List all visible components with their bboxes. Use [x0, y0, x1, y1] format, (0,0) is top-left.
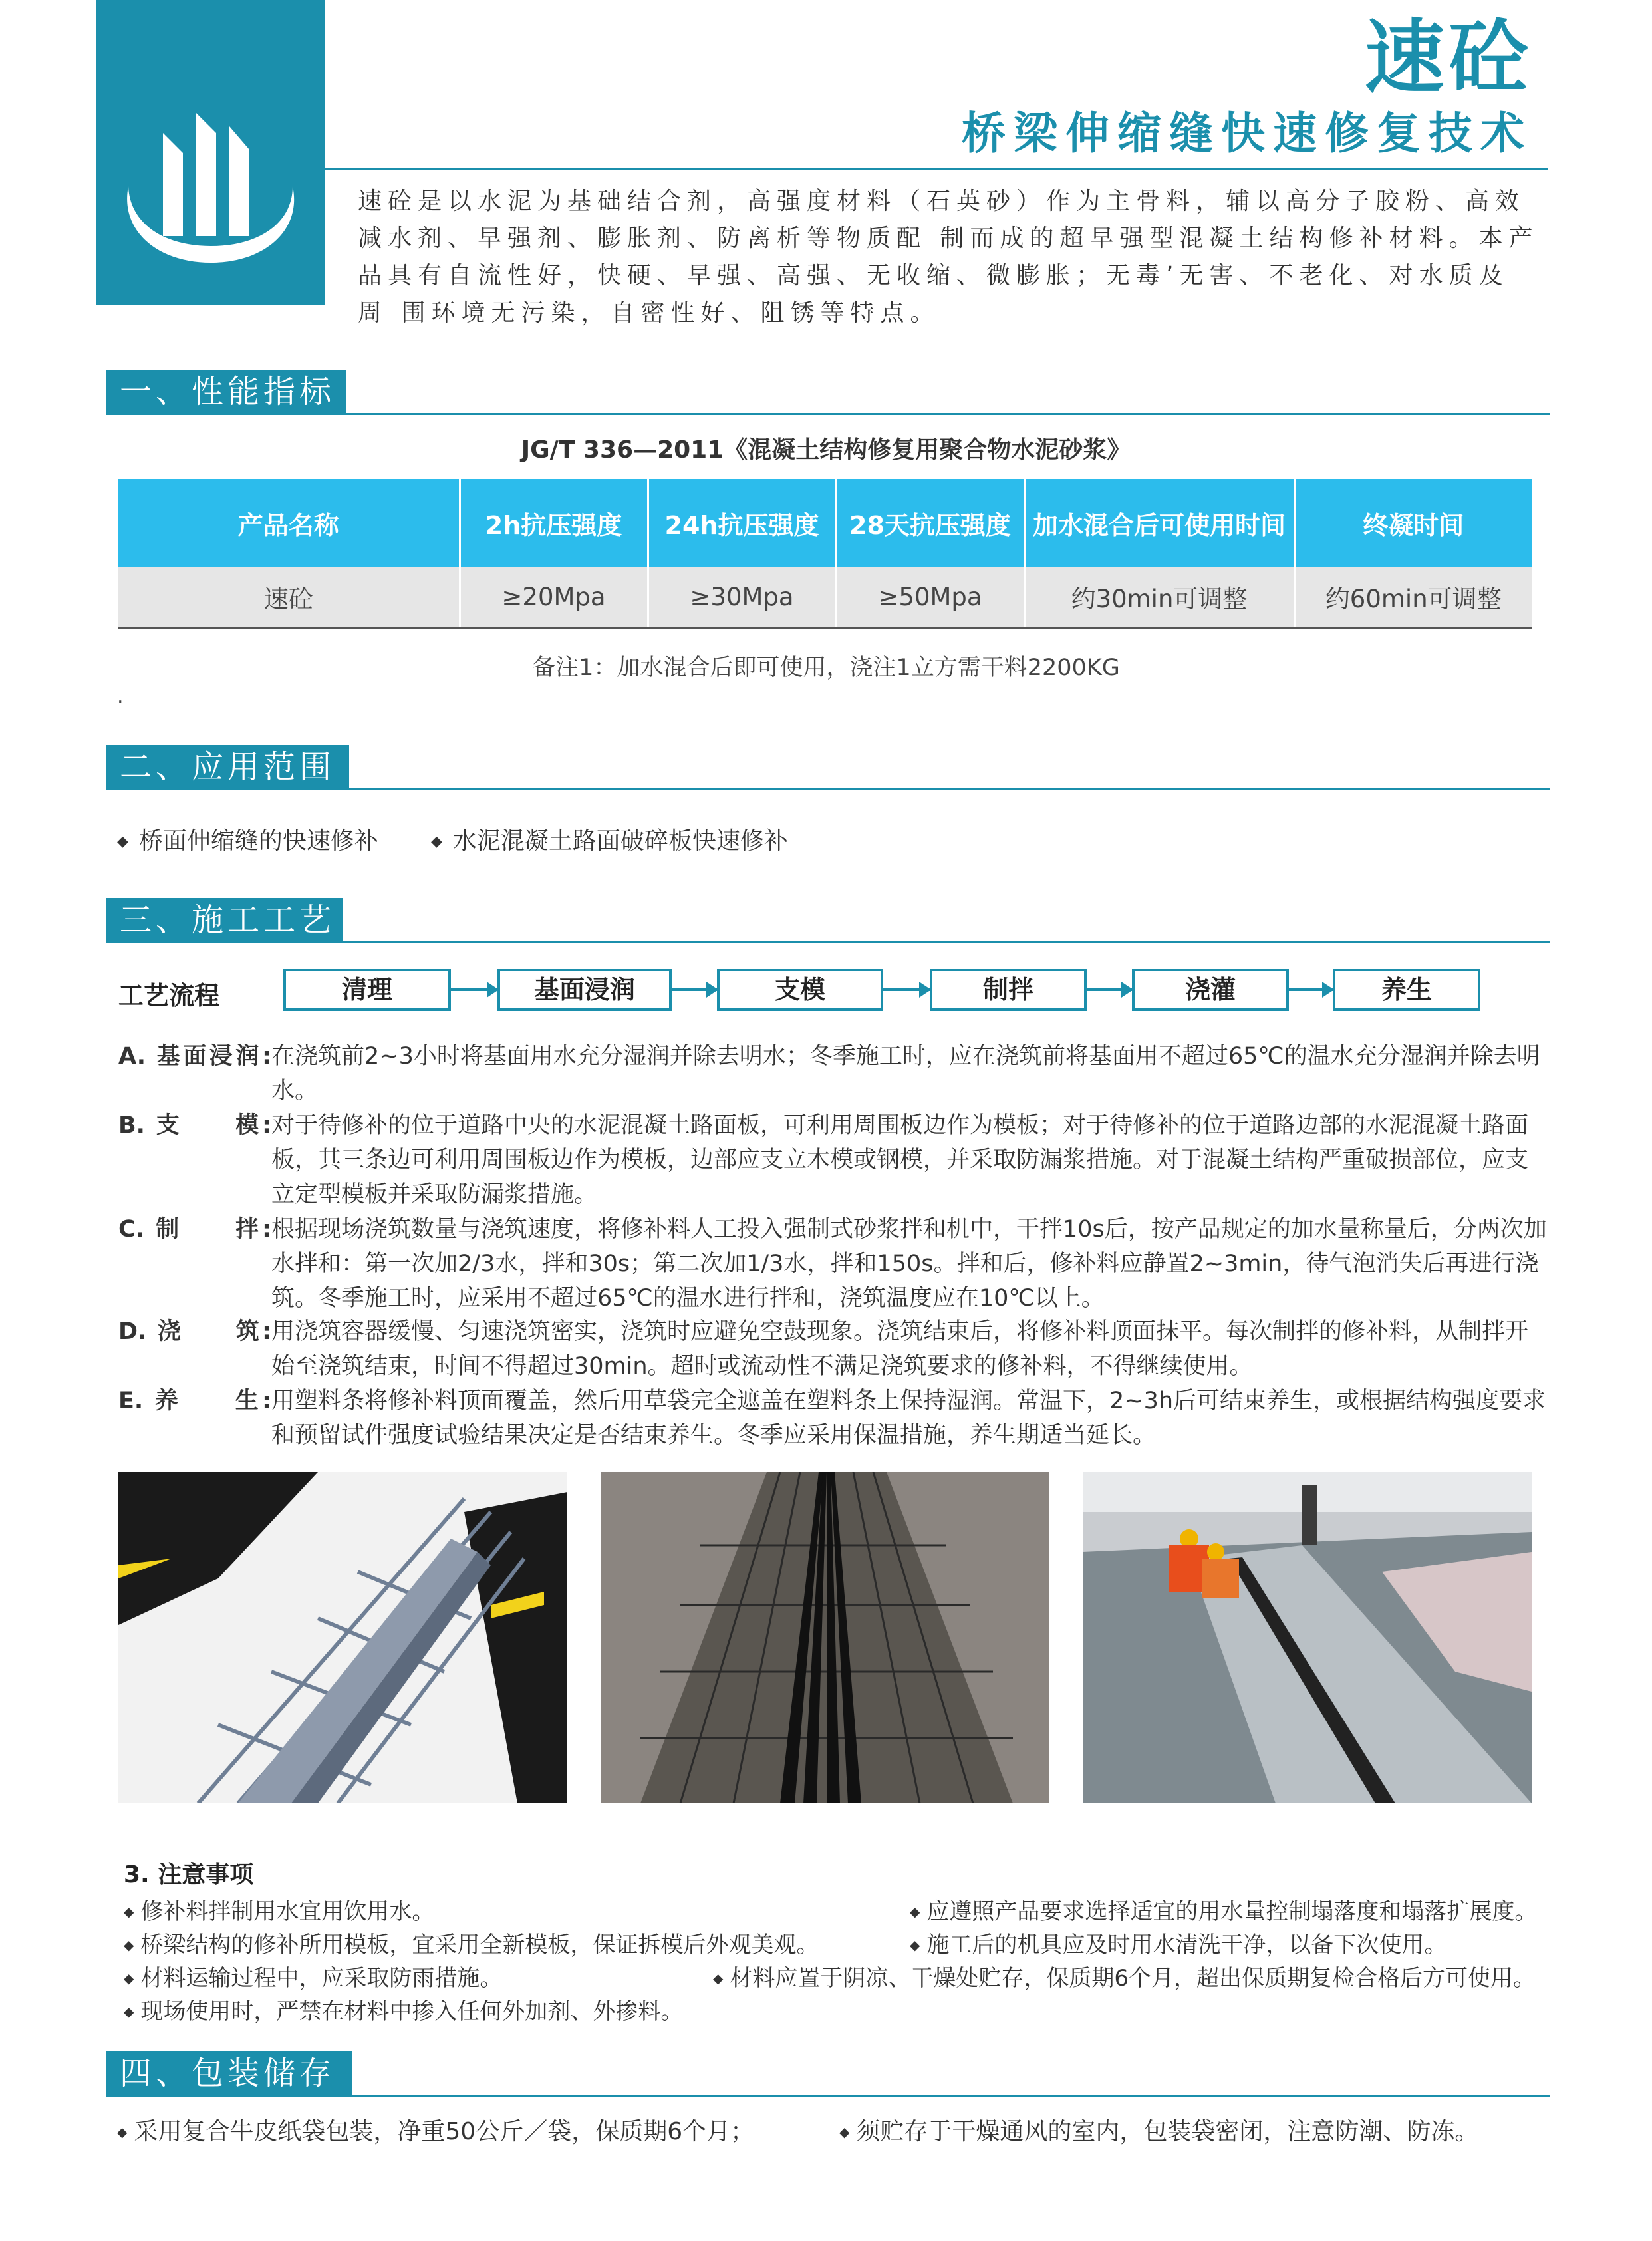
section-header-packaging — [106, 2051, 1550, 2097]
expansion-joint-render-image — [118, 1472, 567, 1803]
table-header-cell: 28天抗压强度 — [836, 479, 1024, 567]
note-item — [124, 1993, 683, 2025]
diamond-bullet-icon: ◆ — [124, 2004, 134, 2019]
workers-pouring-photo — [1083, 1472, 1532, 1803]
logo-block — [96, 0, 325, 305]
step-text: 用浇筑容器缓慢、匀速浇筑密实，浇筑时应避免空鼓现象。浇筑结束后，将修补料顶面抹平。每次制拌的修补料，从制拌开始至浇筑结束，时间不得超过30min。超时或流动性不满足浇筑要求的修补料，不得继续使用。 — [271, 1318, 1529, 1380]
table-cell: ≥20Mpa — [460, 567, 648, 628]
intro-line: 品具有自流性好，快硬、早强、高强、无收缩、微膨胀；无毒’无害、不老化、对水质及 — [358, 262, 1509, 289]
arrow-right-icon — [1087, 988, 1132, 991]
header-divider — [325, 168, 1548, 170]
notes-title: 3. 注意事项 — [124, 1861, 254, 1888]
arrow-right-icon — [883, 988, 930, 991]
note-text: 应遵照产品要求选择适宜的用水量控制塌落度和塌落扩展度。 — [926, 1898, 1538, 1925]
step-item — [118, 1314, 1548, 1384]
note-text: 材料运输过程中，应采取防雨措施。 — [140, 1965, 503, 1992]
step-text: 用塑料条将修补料顶面覆盖，然后用草袋完全遮盖在塑料条上保持湿润。常温下，2~3h后可结束养生，或根据结构强度要求和预留试件强度试验结果决定是否结束养生。冬季应采用保温措施，养生期适当延长。 — [271, 1388, 1546, 1449]
standard-title: JG/T 336—2011《混凝土结构修复用聚合物水泥砂浆》 — [521, 436, 1131, 464]
list-item — [117, 2113, 754, 2147]
diamond-bullet-icon: ◆ — [124, 1904, 134, 1920]
list-item-text: 水泥混凝土路面破碎板快速修补 — [452, 827, 788, 855]
stray-mark: . — [117, 685, 124, 708]
list-item — [839, 2113, 1478, 2147]
intro-line: 减水剂、早强剂、膨胀剂、防离析等物质配 制而成的超早强型混凝土结构修补材料。本产 — [358, 225, 1539, 252]
process-step-box: 养生 — [1333, 969, 1480, 1011]
table-header-cell: 2h抗压强度 — [460, 479, 648, 567]
diamond-bullet-icon: ◆ — [713, 1970, 724, 1986]
step-label: C. 制 拌: — [118, 1216, 271, 1243]
process-label: 工艺流程 — [118, 981, 220, 1010]
step-label: E. 养 生: — [118, 1388, 271, 1414]
section-header-construction — [106, 898, 1550, 943]
note-item — [910, 1926, 1446, 1959]
section-title: 二、应用范围 — [106, 745, 349, 789]
step-text: 在浇筑前2~3小时将基面用水充分湿润并除去明水；冬季施工时，应在浇筑前将基面用不超过65℃的温水充分湿润并除去明水。 — [271, 1043, 1540, 1104]
note-text: 材料应置于阴凉、干燥处贮存，保质期6个月，超出保质期复检合格后方可使用。 — [730, 1965, 1536, 1992]
process-step-box: 清理 — [283, 969, 451, 1011]
table-header-row — [118, 479, 1532, 567]
diamond-bullet-icon: ◆ — [431, 833, 442, 850]
step-label: A. 基面浸润: — [118, 1043, 271, 1070]
table-cell: 约60min可调整 — [1294, 567, 1532, 628]
note-text: 桥梁结构的修补所用模板，宜采用全新模板，保证拆模后外观美观。 — [140, 1932, 819, 1958]
section-rule — [106, 2095, 1550, 2097]
note-item — [124, 1893, 434, 1926]
list-item-text: 桥面伸缩缝的快速修补 — [138, 827, 378, 855]
spec-table — [118, 479, 1532, 629]
intro-line: 速砼是以水泥为基础结合剂，高强度材料（石英砂）作为主骨料，辅以高分子胶粉、高效 — [358, 188, 1526, 215]
diamond-bullet-icon: ◆ — [124, 1937, 134, 1953]
section-header-application — [106, 745, 1550, 790]
note-item — [124, 1960, 502, 1992]
section-title: 一、性能指标 — [106, 370, 346, 414]
section-title: 三、施工工艺 — [106, 898, 343, 942]
intro-paragraph — [358, 183, 1548, 332]
company-logo-icon — [116, 113, 305, 266]
note-item — [713, 1960, 1536, 1992]
page-subtitle: 桥梁伸缩缝快速修复技术 — [962, 108, 1532, 159]
process-step-box: 制拌 — [930, 969, 1087, 1011]
list-item — [117, 822, 378, 856]
table-cell: 约30min可调整 — [1024, 567, 1294, 628]
step-item — [118, 1039, 1548, 1108]
note-item — [910, 1893, 1537, 1926]
diamond-bullet-icon: ◆ — [117, 2124, 128, 2140]
step-text: 根据现场浇筑数量与浇筑速度，将修补料人工投入强制式砂浆拌和机中，干拌10s后，按产品规定的加水量称量后，分两次加水拌和：第一次加2/3水，拌和30s；第二次加1/3水，拌和150s。拌和后，修补料应静置2~3min，待气泡消失后再进行浇筑。冬季施工时，应采用不超过65℃的温水进行拌和，浇筑温度应在10℃以上。 — [271, 1216, 1547, 1312]
diamond-bullet-icon: ◆ — [839, 2124, 850, 2140]
step-item — [118, 1212, 1548, 1316]
step-label: D. 浇 筑: — [118, 1318, 271, 1345]
section-rule — [106, 941, 1550, 943]
section-header-performance — [106, 370, 1550, 415]
table-cell: ≥30Mpa — [648, 567, 836, 628]
process-step-box: 浇灌 — [1132, 969, 1289, 1011]
joint-rebar-site-photo — [601, 1472, 1049, 1803]
section-rule — [106, 413, 1550, 415]
note-text: 施工后的机具应及时用水清洗干净，以备下次使用。 — [926, 1932, 1447, 1958]
arrow-right-icon — [451, 988, 497, 991]
table-note: 备注1：加水混合后即可使用，浇注1立方需干料2200KG — [532, 655, 1120, 681]
diamond-bullet-icon: ◆ — [910, 1937, 920, 1953]
section-title: 四、包装储存 — [106, 2051, 352, 2095]
list-item-text: 须贮存于干燥通风的室内，包装袋密闭，注意防潮、防冻。 — [856, 2118, 1479, 2145]
step-label: B. 支 模: — [118, 1112, 271, 1139]
intro-line: 周 围环境无污染，自密性好、阻锈等特点。 — [358, 299, 940, 327]
diamond-bullet-icon: ◆ — [910, 1904, 920, 1920]
list-item-text: 采用复合牛皮纸袋包装，净重50公斤／袋，保质期6个月； — [134, 2118, 755, 2145]
process-step-box: 基面浸润 — [497, 969, 672, 1011]
table-header-cell: 24h抗压强度 — [648, 479, 836, 567]
table-header-cell: 产品名称 — [118, 479, 460, 567]
note-text: 修补料拌制用水宜用饮用水。 — [140, 1898, 435, 1925]
arrow-right-icon — [1289, 988, 1333, 991]
note-text: 现场使用时，严禁在材料中掺入任何外加剂、外掺料。 — [140, 1998, 684, 2025]
note-item — [124, 1926, 819, 1959]
table-row — [118, 567, 1532, 628]
arrow-right-icon — [672, 988, 717, 991]
step-item — [118, 1384, 1548, 1453]
diamond-bullet-icon: ◆ — [124, 1970, 134, 1986]
table-cell: ≥50Mpa — [836, 567, 1024, 628]
list-item — [431, 822, 788, 856]
process-step-box: 支模 — [717, 969, 883, 1011]
step-text: 对于待修补的位于道路中央的水泥混凝土路面板，可利用周围板边作为模板；对于待修补的位于道路边部的水泥混凝土路面板，其三条边可利用周围板边作为模板，边部应支立木模或钢模，并采取防漏浆措施。对于混凝土结构严重破损部位，应支立定型模板并采取防漏浆措施。 — [271, 1112, 1529, 1208]
page-title: 速砼 — [1365, 12, 1532, 104]
table-cell: 速砼 — [118, 567, 460, 628]
diamond-bullet-icon: ◆ — [117, 833, 128, 850]
step-item — [118, 1108, 1548, 1212]
section-rule — [106, 788, 1550, 790]
table-header-cell: 加水混合后可使用时间 — [1024, 479, 1294, 567]
table-header-cell: 终凝时间 — [1294, 479, 1532, 567]
